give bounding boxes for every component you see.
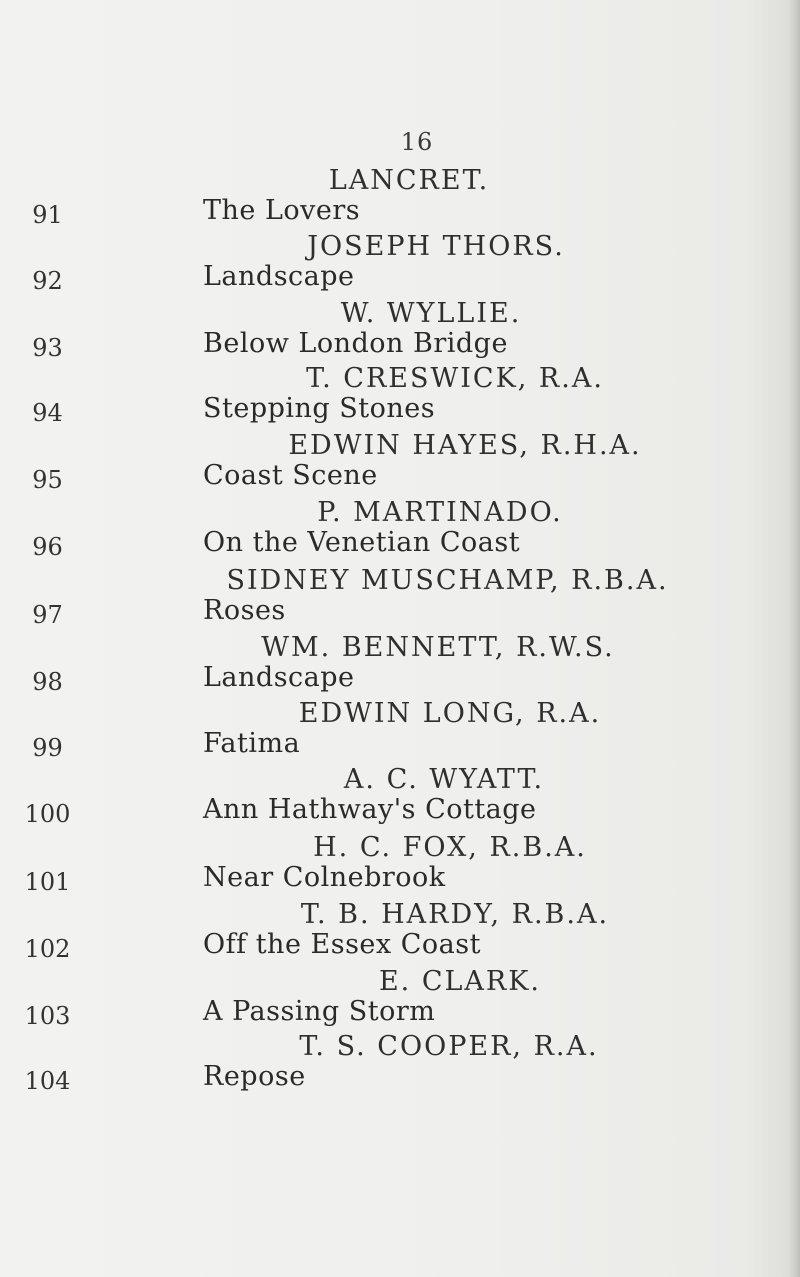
artist-name: EDWIN HAYES, R.H.A. bbox=[288, 430, 642, 461]
entry-number: 96 bbox=[32, 533, 63, 561]
artist-name: E. CLARK. bbox=[378, 966, 542, 997]
entry-number: 97 bbox=[32, 601, 63, 629]
entry-number: 100 bbox=[24, 800, 71, 828]
artist-name: A. C. WYATT. bbox=[343, 764, 545, 795]
entry-number: 99 bbox=[32, 734, 63, 762]
entry-number: 103 bbox=[24, 1002, 71, 1030]
painting-title: Near Colnebrook bbox=[203, 862, 446, 893]
painting-title: Off the Essex Coast bbox=[203, 929, 481, 960]
artist-name: JOSEPH THORS. bbox=[307, 231, 565, 262]
artist-name: EDWIN LONG, R.A. bbox=[298, 698, 602, 729]
painting-title: Fatima bbox=[203, 728, 301, 759]
artist-name: T. B. HARDY, R.B.A. bbox=[300, 899, 610, 930]
entry-number: 102 bbox=[24, 935, 71, 963]
painting-title: Stepping Stones bbox=[203, 393, 436, 424]
artist-name: P. MARTINADO. bbox=[317, 497, 563, 528]
entry-number: 98 bbox=[32, 668, 63, 696]
entry-number: 101 bbox=[24, 868, 71, 896]
artist-name: W. WYLLIE. bbox=[340, 298, 522, 329]
artist-name: H. C. FOX, R.B.A. bbox=[313, 832, 587, 863]
painting-title: Repose bbox=[203, 1061, 306, 1092]
entry-number: 94 bbox=[32, 399, 63, 427]
page-number: 16 bbox=[400, 128, 434, 156]
painting-title: Below London Bridge bbox=[203, 328, 508, 359]
painting-title: Landscape bbox=[203, 662, 355, 693]
painting-title: Ann Hathway's Cottage bbox=[203, 794, 537, 825]
painting-title: Roses bbox=[203, 595, 286, 626]
painting-title: Landscape bbox=[203, 261, 355, 292]
entry-number: 93 bbox=[32, 334, 63, 362]
artist-name: WM. BENNETT, R.W.S. bbox=[261, 632, 615, 663]
painting-title: On the Venetian Coast bbox=[203, 527, 521, 558]
artist-name: T. CRESWICK, R.A. bbox=[306, 363, 604, 394]
painting-title: Coast Scene bbox=[203, 460, 378, 491]
catalogue-entry bbox=[0, 1031, 800, 1127]
artist-name: LANCRET. bbox=[328, 165, 490, 196]
artist-name: SIDNEY MUSCHAMP, R.B.A. bbox=[226, 565, 669, 596]
artist-name: T. S. COOPER, R.A. bbox=[299, 1031, 599, 1062]
entry-number: 92 bbox=[32, 267, 63, 295]
entry-number: 91 bbox=[32, 201, 63, 229]
painting-title: The Lovers bbox=[203, 195, 361, 226]
entry-number: 104 bbox=[24, 1067, 71, 1095]
entry-number: 95 bbox=[32, 466, 63, 494]
painting-title: A Passing Storm bbox=[203, 996, 436, 1027]
